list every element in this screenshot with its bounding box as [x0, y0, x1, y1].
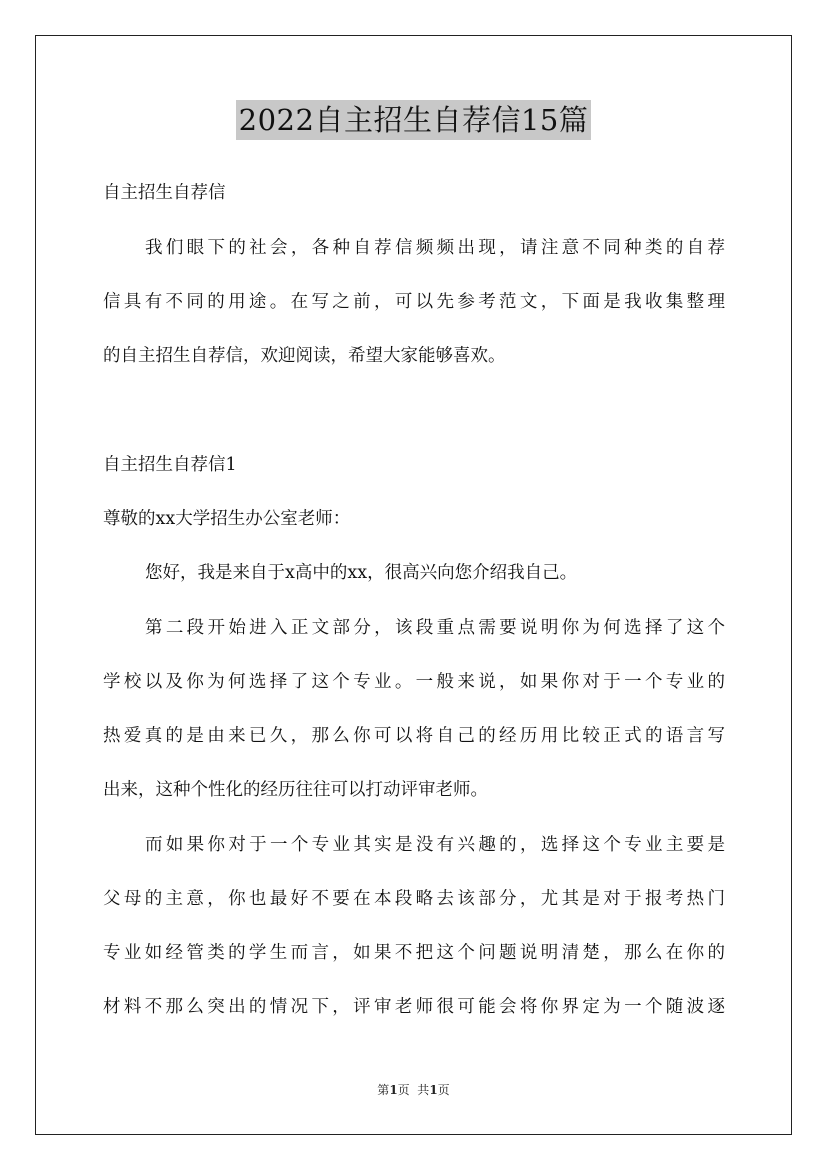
- greeting: 您好，我是来自于x高中的xx，很高兴向您介绍我自己。: [145, 563, 578, 583]
- salutation: 尊敬的xx大学招生办公室老师：: [103, 509, 351, 529]
- document-title: 2022自主招生自荐信15篇: [236, 100, 592, 140]
- footer-mid: 页 共: [397, 1083, 430, 1097]
- para2-line-2: 学校以及你为何选择了这个专业。一般来说，如果你对于一个专业的: [103, 672, 725, 692]
- para2-line-4: 出来，这种个性化的经历往往可以打动评审老师。: [103, 780, 488, 800]
- title-block: [0, 100, 827, 140]
- para3-line-3: 专业如经管类的学生而言，如果不把这个问题说明清楚，那么在你的: [103, 943, 725, 963]
- footer-suffix: 页: [437, 1083, 450, 1097]
- para3-line-2: 父母的主意，你也最好不要在本段略去该部分，尤其是对于报考热门: [103, 889, 725, 909]
- intro-heading: 自主招生自荐信: [103, 183, 226, 203]
- footer-prefix: 第: [377, 1083, 390, 1097]
- footer-total-pages: 1: [429, 1083, 438, 1097]
- intro-line-2: 信具有不同的用途。在写之前，可以先参考范文，下面是我收集整理: [103, 292, 725, 312]
- para2-line-1: 第二段开始进入正文部分，该段重点需要说明你为何选择了这个: [145, 618, 725, 638]
- section1-heading: 自主招生自荐信1: [103, 455, 237, 475]
- footer-page-number: 1: [389, 1083, 398, 1097]
- para3-line-1: 而如果你对于一个专业其实是没有兴趣的，选择这个专业主要是: [145, 835, 725, 855]
- intro-line-1: 我们眼下的社会，各种自荐信频频出现，请注意不同种类的自荐: [145, 238, 725, 258]
- para3-line-4: 材料不那么突出的情况下，评审老师很可能会将你界定为一个随波逐: [103, 997, 725, 1017]
- intro-line-3: 的自主招生自荐信，欢迎阅读，希望大家能够喜欢。: [103, 346, 506, 366]
- para2-line-3: 热爱真的是由来已久，那么你可以将自己的经历用比较正式的语言写: [103, 726, 725, 746]
- page-footer: [0, 1082, 827, 1098]
